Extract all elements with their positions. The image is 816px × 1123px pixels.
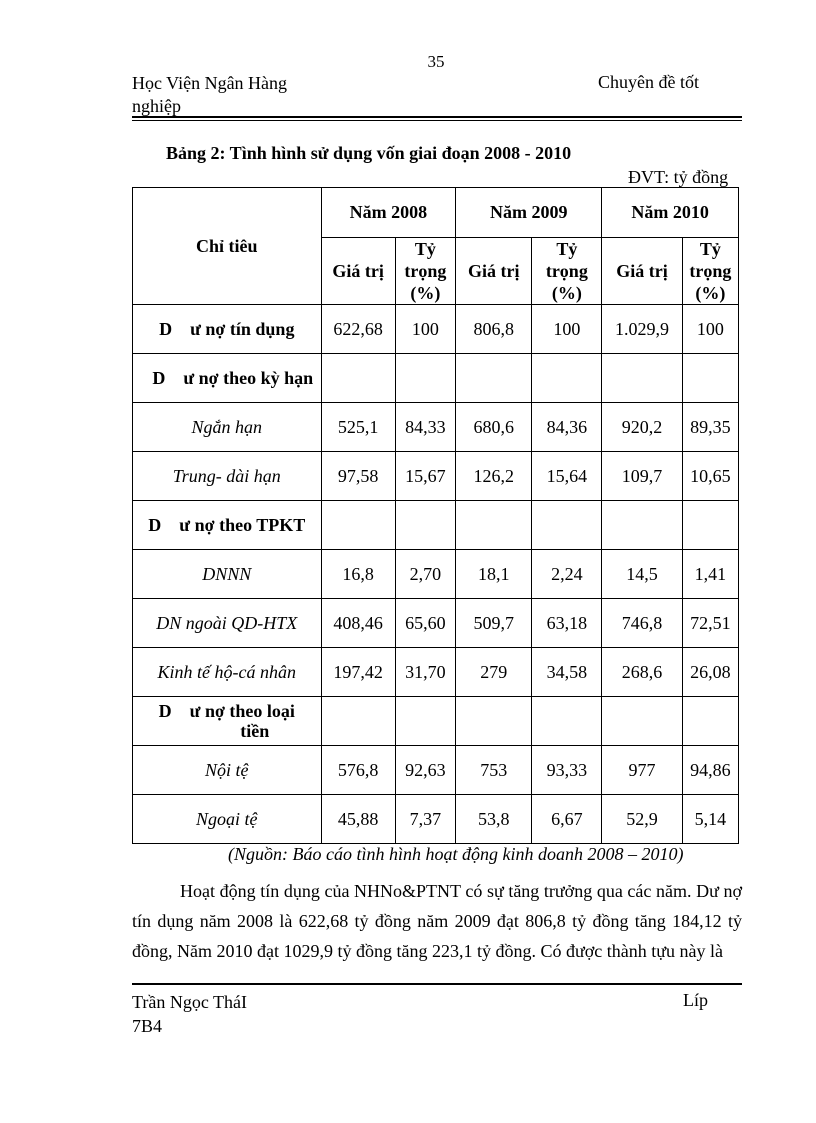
header-rule-thin [132,120,742,121]
footer-class: Líp [683,990,708,1010]
share-header-line1: Tỷ [699,239,721,259]
cell-share-2009: 6,67 [532,795,602,844]
table-row-non-state-enterprises [133,599,739,648]
section-label-line2: tiền [240,721,270,741]
table-row-section-term [133,354,739,403]
table-header-row [133,188,739,238]
empty-cell [456,354,532,403]
footer-rule [132,983,742,985]
empty-cell [321,354,395,403]
column-header-year-2008: Năm 2008 [321,188,456,238]
empty-cell [532,354,602,403]
empty-cell [682,697,738,746]
cell-value-2008: 622,68 [321,305,395,354]
empty-cell [602,354,683,403]
row-label: DN ngoài QD-HTX [133,599,322,648]
share-header-line3: (%) [695,283,726,303]
cell-value-2008: 45,88 [321,795,395,844]
cell-share-2010: 5,14 [682,795,738,844]
header-rule-thick [132,116,742,118]
table-unit: ĐVT: tỷ đồng [628,167,729,187]
empty-cell [395,501,455,550]
cell-share-2010: 26,08 [682,648,738,697]
cell-share-2008: 15,67 [395,452,455,501]
share-header-line2: trọng [404,261,447,281]
page-number: 35 [427,52,445,71]
cell-share-2008: 7,37 [395,795,455,844]
row-label: Ngắn hạn [133,403,322,452]
cell-share-2009: 84,36 [532,403,602,452]
share-header-line1: Tỷ [556,239,578,259]
cell-share-2009: 15,64 [532,452,602,501]
table-row-total-credit [133,305,739,354]
column-header-year-2010: Năm 2010 [602,188,739,238]
header-left-line2: nghiệp [132,96,181,116]
section-label-line1: D ư nợ theo loại [158,701,295,721]
share-header-line2: trọng [545,261,588,281]
cell-share-2009: 63,18 [532,599,602,648]
empty-cell [682,354,738,403]
footer-author [132,990,247,1038]
header-left-line1: Học Viện Ngân Hàng [132,73,288,93]
cell-value-2009: 753 [456,746,532,795]
table-title: Bảng 2: Tình hình sử dụng vốn giai đoạn 2008 - 2010 [166,143,572,163]
row-label: Kinh tế hộ-cá nhân [133,648,322,697]
cell-share-2008: 31,70 [395,648,455,697]
empty-cell [602,697,683,746]
cell-share-2008: 92,63 [395,746,455,795]
table-row-households-individuals [133,648,739,697]
table-row-foreign-currency [133,795,739,844]
cell-share-2010: 100 [682,305,738,354]
table-row-state-enterprises [133,550,739,599]
cell-share-2009: 2,24 [532,550,602,599]
table-row-short-term [133,403,739,452]
column-header-year-2009: Năm 2009 [456,188,602,238]
cell-value-2008: 197,42 [321,648,395,697]
section-label: D ư nợ theo TPKT [133,501,322,550]
table-row-domestic-currency [133,746,739,795]
share-header-line1: Tỷ [414,239,436,259]
column-header-share [395,238,455,305]
cell-value-2010: 920,2 [602,403,683,452]
empty-cell [321,697,395,746]
cell-value-2009: 806,8 [456,305,532,354]
cell-share-2010: 89,35 [682,403,738,452]
cell-share-2010: 1,41 [682,550,738,599]
cell-value-2009: 509,7 [456,599,532,648]
row-label: Nội tệ [133,746,322,795]
empty-cell [602,501,683,550]
cell-value-2010: 109,7 [602,452,683,501]
header-document-type: Chuyên đề tốt [598,72,699,92]
row-label: DNNN [133,550,322,599]
row-label: Ngoại tệ [133,795,322,844]
cell-share-2010: 10,65 [682,452,738,501]
cell-value-2010: 52,9 [602,795,683,844]
column-header-value: Giá trị [456,238,532,305]
cell-value-2010: 14,5 [602,550,683,599]
empty-cell [456,697,532,746]
capital-usage-table [132,187,739,844]
empty-cell [532,697,602,746]
column-header-value: Giá trị [602,238,683,305]
section-label [133,697,322,746]
cell-value-2008: 97,58 [321,452,395,501]
cell-share-2009: 100 [532,305,602,354]
row-label: Trung- dài hạn [133,452,322,501]
cell-share-2008: 2,70 [395,550,455,599]
empty-cell [321,501,395,550]
table-row-section-economic-sector [133,501,739,550]
cell-value-2009: 18,1 [456,550,532,599]
table-source-note: (Nguồn: Báo cáo tình hình hoạt động kinh doanh 2008 – 2010) [228,844,684,864]
cell-share-2008: 100 [395,305,455,354]
table-row-medium-long-term [133,452,739,501]
cell-value-2008: 16,8 [321,550,395,599]
cell-share-2009: 34,58 [532,648,602,697]
section-label: D ư nợ theo kỳ hạn [133,354,322,403]
cell-share-2010: 72,51 [682,599,738,648]
row-label: D ư nợ tín dụng [133,305,322,354]
footer-left-line2: 7B4 [132,1016,163,1036]
column-header-share [682,238,738,305]
empty-cell [395,354,455,403]
cell-value-2009: 126,2 [456,452,532,501]
empty-cell [682,501,738,550]
empty-cell [532,501,602,550]
cell-value-2009: 279 [456,648,532,697]
empty-cell [456,501,532,550]
cell-share-2009: 93,33 [532,746,602,795]
share-header-line2: trọng [689,261,732,281]
share-header-line3: (%) [410,283,441,303]
cell-value-2008: 408,46 [321,599,395,648]
column-header-value: Giá trị [321,238,395,305]
cell-value-2008: 576,8 [321,746,395,795]
cell-value-2010: 977 [602,746,683,795]
cell-value-2008: 525,1 [321,403,395,452]
cell-share-2008: 65,60 [395,599,455,648]
header-institution [132,72,287,118]
cell-share-2010: 94,86 [682,746,738,795]
cell-value-2010: 268,6 [602,648,683,697]
share-header-line3: (%) [551,283,582,303]
empty-cell [395,697,455,746]
cell-value-2010: 1.029,9 [602,305,683,354]
table-row-section-currency [133,697,739,746]
column-header-indicator: Chỉ tiêu [133,188,322,305]
cell-value-2010: 746,8 [602,599,683,648]
cell-value-2009: 53,8 [456,795,532,844]
column-header-share [532,238,602,305]
body-paragraph: Hoạt động tín dụng của NHNo&PTNT có sự tăng trưởng qua các năm. Dư nợ tín dụng năm 2008 là 622,68 tỷ đồng năm 2009 đạt 806,8 tỷ đồng tăng 184,12 tỷ đồng, Năm 2010 đạt 1029,9 tỷ đồng tăng 223,1 tỷ đồng. Có được thành tựu này là [132,881,742,961]
cell-value-2009: 680,6 [456,403,532,452]
footer-left-line1: Trần Ngọc TháI [132,992,247,1012]
cell-share-2008: 84,33 [395,403,455,452]
